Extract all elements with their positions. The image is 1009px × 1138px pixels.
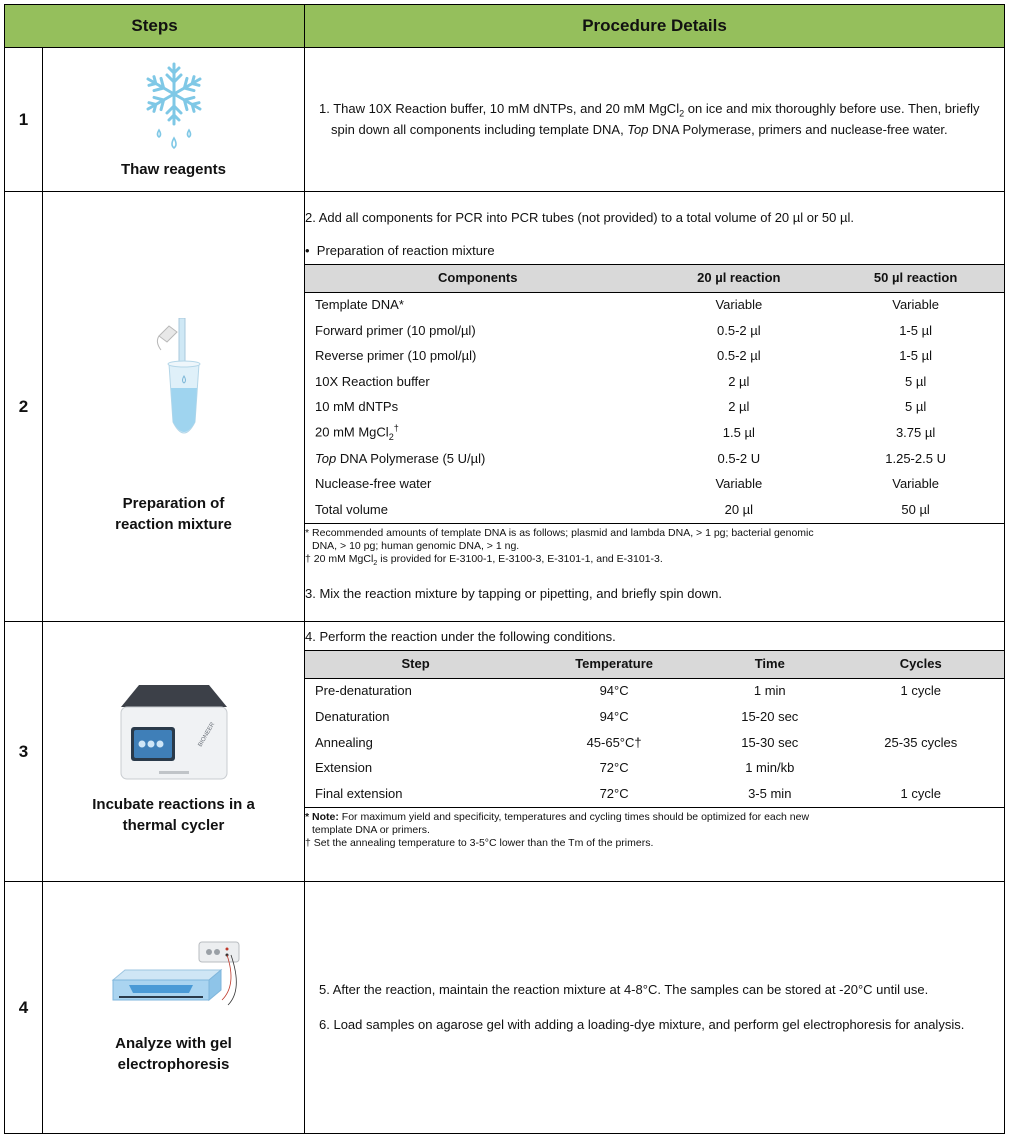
table-row: Total volume 20 µl 50 µl — [305, 497, 1004, 523]
step-label: Analyze with gel electrophoresis — [115, 1035, 232, 1073]
step-number: 3 — [5, 622, 43, 882]
footnotes: * Note: For maximum yield and specificity, temperatures and cycling times should be optimized for each new template DNA or primers. † Set the annealing temperature to 3-5°C lower than the Tm of the primers. — [305, 810, 810, 850]
instruction-1: 1. Thaw 10X Reaction buffer, 10 mM dNTPs, and 20 mM MgCl$_2$ on ice and mix thoroughly before use. Then, briefly spin down all components including template DNA, Top DNA Polymerase, primers and nuclease-free water. — [319, 101, 980, 137]
table-row: Forward primer (10 pmol/µl) 0.5-2 µl 1-5 µl — [315, 322, 932, 338]
step-number: 2 — [5, 192, 43, 622]
footnotes: * Recommended amounts of template DNA is as follows; plasmid and lambda DNA, > 1 pg; bacterial genomic DNA, > 10 pg; human genomic DNA, > 1 ng. † 20 mM MgCl$_2$ is provided for E-3100-1, E-3100-3, E-3101-1, and E-3101-3. — [305, 526, 814, 568]
instruction-3: 3. Mix the reaction mixture by tapping or pipetting, and briefly spin down. — [305, 586, 722, 602]
table-row: Template DNA* Variable Variable — [315, 297, 939, 313]
steps-header: Steps — [5, 5, 305, 48]
table-row: Denaturation 94°C 15-20 sec — [315, 709, 799, 725]
step-label: Preparation of reaction mixture — [115, 495, 232, 533]
step-row-3 — [5, 622, 1005, 882]
snowflake-icon — [119, 58, 229, 154]
pipette-tube-icon — [129, 318, 219, 468]
step-cell-2 — [43, 192, 305, 622]
step-details-1 — [305, 48, 1005, 192]
bullet-icon: • — [305, 242, 317, 258]
table-row: Annealing 45-65°C† 15-30 sec 25-35 cycles — [315, 734, 958, 750]
table-row: Nuclease-free water Variable Variable — [315, 476, 939, 492]
step-row-2 — [5, 192, 1005, 622]
step-row-1 — [5, 48, 1005, 192]
step-number: 1 — [5, 48, 43, 192]
step-details-2 — [305, 192, 1005, 622]
instruction-4: 4. Perform the reaction under the following conditions. — [305, 629, 616, 644]
instruction-6: 6. Load samples on agarose gel with adding a loading-dye mixture, and perform gel electrophoresis for analysis. — [319, 1016, 965, 1032]
thermal-cycler-icon — [109, 677, 239, 787]
instruction-2: 2. Add all components for PCR into PCR tubes (not provided) to a total volume of 20 µl or 50 µl. — [305, 210, 854, 226]
instruction-5: 5. After the reaction, maintain the reaction mixture at 4-8°C. The samples can be stored at -20°C until use. — [319, 982, 929, 998]
table-row: Top DNA Polymerase (5 U/µl) 0.5-2 U 1.25-2.5 U — [315, 450, 946, 466]
step-number: 4 — [5, 882, 43, 1134]
reaction-mixture-table — [305, 264, 1004, 524]
step-label: Incubate reactions in a thermal cycler — [92, 796, 255, 834]
step-details-3 — [305, 622, 1005, 882]
protocol-table — [4, 4, 1005, 1134]
table-row: Final extension 72°C 3-5 min 1 cycle — [305, 781, 1004, 807]
step-label: Thaw reagents — [120, 161, 227, 179]
step-details-4 — [305, 882, 1005, 1134]
step-row-4 — [5, 882, 1005, 1134]
svg-text:BIONEER: BIONEER — [197, 721, 216, 749]
bullet-item: • Preparation of reaction mixture — [305, 242, 495, 258]
table-row: Pre-denaturation 94°C 1 min 1 cycle — [315, 683, 941, 699]
table-header-row: Step Temperature Time Cycles — [305, 651, 1004, 678]
cycling-conditions-table — [305, 650, 1004, 807]
step-cell-1 — [43, 48, 305, 192]
table-row: Extension 72°C 1 min/kb — [315, 760, 795, 776]
step-cell-4 — [43, 882, 305, 1134]
table-header-row — [5, 5, 1005, 48]
table-row: 10X Reaction buffer 2 µl 5 µl — [315, 373, 927, 389]
details-header: Procedure Details — [305, 5, 1005, 48]
table-row: 20 mM MgCl$_2$† 1.5 µl 3.75 µl — [315, 423, 936, 443]
table-row: Reverse primer (10 pmol/µl) 0.5-2 µl 1-5 µl — [315, 348, 932, 364]
step-cell-3 — [43, 622, 305, 882]
table-header-row: Components 20 µl reaction 50 µl reaction — [305, 265, 1004, 292]
table-row: 10 mM dNTPs 2 µl 5 µl — [315, 399, 927, 415]
gel-electrophoresis-icon — [99, 940, 249, 1020]
